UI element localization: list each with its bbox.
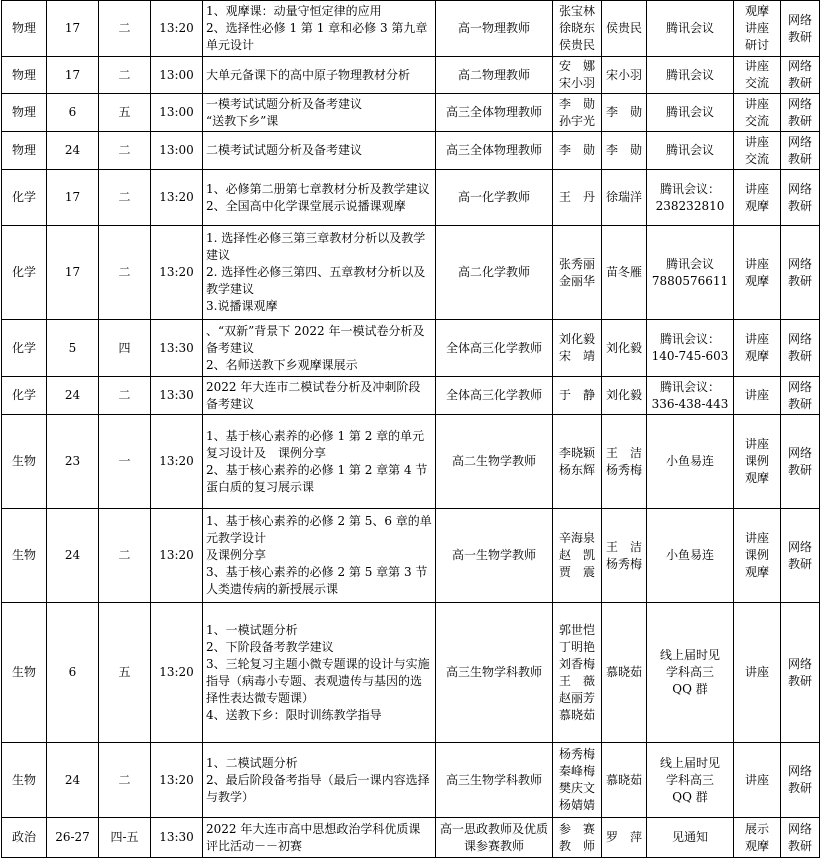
cell-host: 王 洁 杨秀梅 bbox=[602, 509, 647, 603]
cell-date: 17 bbox=[47, 170, 99, 226]
cell-date: 24 bbox=[47, 743, 99, 818]
cell-host: 罗 萍 bbox=[602, 818, 647, 858]
cell-weekday: 二 bbox=[99, 743, 151, 818]
cell-mode: 网络 教研 bbox=[781, 226, 820, 320]
cell-subject: 生物 bbox=[2, 603, 47, 743]
cell-host: 慕晓茹 bbox=[602, 743, 647, 818]
cell-mode: 网络 教研 bbox=[781, 743, 820, 818]
cell-lecturer: 杨秀梅 秦峰梅 樊庆文 杨婧婧 bbox=[553, 743, 602, 818]
cell-venue: 腾讯会议： 336-438-443 bbox=[647, 377, 734, 415]
cell-mode: 网络 教研 bbox=[781, 132, 820, 170]
cell-venue: 腾讯会议 bbox=[647, 132, 734, 170]
cell-content: 2022 年大连市高中思想政治学科优质课评比活动－－初赛 bbox=[203, 818, 436, 858]
cell-time: 13:00 bbox=[151, 94, 203, 132]
cell-subject: 化学 bbox=[2, 320, 47, 377]
cell-date: 6 bbox=[47, 94, 99, 132]
cell-time: 13:00 bbox=[151, 132, 203, 170]
cell-mode: 网络 教研 bbox=[781, 94, 820, 132]
cell-time: 13:30 bbox=[151, 377, 203, 415]
cell-weekday: 四-五 bbox=[99, 818, 151, 858]
cell-date: 24 bbox=[47, 509, 99, 603]
cell-mode: 网络 教研 bbox=[781, 57, 820, 94]
cell-audience: 高三生物学科教师 bbox=[436, 603, 553, 743]
cell-format: 讲座 交流 bbox=[734, 132, 781, 170]
cell-mode: 网络 教研 bbox=[781, 603, 820, 743]
cell-audience: 高三全体物理教师 bbox=[436, 132, 553, 170]
cell-content: 、“双新”背景下 2022 年一模试卷分析及备考建议 2、名师送教下乡观摩课展示 bbox=[203, 320, 436, 377]
cell-lecturer: 张秀丽 金丽华 bbox=[553, 226, 602, 320]
cell-content: 大单元备课下的高中原子物理教材分析 bbox=[203, 57, 436, 94]
cell-format: 讲座 课例 观摩 bbox=[734, 415, 781, 509]
cell-lecturer: 参 赛 教 师 bbox=[553, 818, 602, 858]
cell-format: 讲座 观摩 bbox=[734, 170, 781, 226]
table-row bbox=[2, 377, 820, 415]
cell-mode: 网络 教研 bbox=[781, 1, 820, 57]
cell-time: 13:20 bbox=[151, 743, 203, 818]
cell-weekday: 二 bbox=[99, 377, 151, 415]
table-row bbox=[2, 818, 820, 858]
cell-audience: 全体高三化学教师 bbox=[436, 377, 553, 415]
cell-mode: 网络 教研 bbox=[781, 320, 820, 377]
cell-lecturer: 李晓颖 杨东辉 bbox=[553, 415, 602, 509]
cell-format: 讲座 观摩 bbox=[734, 320, 781, 377]
cell-host: 苗冬雁 bbox=[602, 226, 647, 320]
cell-time: 13:20 bbox=[151, 603, 203, 743]
table-row bbox=[2, 94, 820, 132]
table-row bbox=[2, 57, 820, 94]
table-row bbox=[2, 170, 820, 226]
schedule-table bbox=[1, 0, 820, 858]
cell-time: 13:20 bbox=[151, 509, 203, 603]
cell-date: 17 bbox=[47, 1, 99, 57]
table-row bbox=[2, 509, 820, 603]
cell-venue: 小鱼易连 bbox=[647, 509, 734, 603]
cell-audience: 高二生物学教师 bbox=[436, 415, 553, 509]
cell-date: 6 bbox=[47, 603, 99, 743]
cell-host: 慕晓茹 bbox=[602, 603, 647, 743]
cell-lecturer: 李 勋 bbox=[553, 132, 602, 170]
cell-time: 13:30 bbox=[151, 818, 203, 858]
cell-host: 刘化毅 bbox=[602, 320, 647, 377]
cell-weekday: 二 bbox=[99, 226, 151, 320]
cell-lecturer: 李 勋 孙宇光 bbox=[553, 94, 602, 132]
cell-subject: 化学 bbox=[2, 170, 47, 226]
table-row bbox=[2, 320, 820, 377]
cell-host: 宋小羽 bbox=[602, 57, 647, 94]
cell-lecturer: 王 丹 bbox=[553, 170, 602, 226]
cell-venue: 见通知 bbox=[647, 818, 734, 858]
cell-venue: 腾讯会议： 238232810 bbox=[647, 170, 734, 226]
cell-content: 2022 年大连市二模试卷分析及冲刺阶段备考建议 bbox=[203, 377, 436, 415]
cell-venue: 小鱼易连 bbox=[647, 415, 734, 509]
cell-audience: 高三生物学科教师 bbox=[436, 743, 553, 818]
cell-format: 讲座 bbox=[734, 377, 781, 415]
cell-subject: 物理 bbox=[2, 94, 47, 132]
cell-subject: 生物 bbox=[2, 743, 47, 818]
cell-format: 讲座 观摩 bbox=[734, 226, 781, 320]
cell-weekday: 五 bbox=[99, 603, 151, 743]
cell-time: 13:20 bbox=[151, 170, 203, 226]
cell-audience: 高三全体物理教师 bbox=[436, 94, 553, 132]
cell-content: 二模考试试题分析及备考建议 bbox=[203, 132, 436, 170]
table-row bbox=[2, 603, 820, 743]
cell-format: 展示 观摩 bbox=[734, 818, 781, 858]
cell-subject: 生物 bbox=[2, 509, 47, 603]
cell-content: 一模考试试题分析及备考建议 “送教下乡”课 bbox=[203, 94, 436, 132]
cell-venue: 腾讯会议： 140-745-603 bbox=[647, 320, 734, 377]
cell-time: 13:20 bbox=[151, 1, 203, 57]
cell-venue: 腾讯会议 7880576611 bbox=[647, 226, 734, 320]
cell-venue: 腾讯会议 bbox=[647, 94, 734, 132]
cell-subject: 化学 bbox=[2, 226, 47, 320]
cell-date: 26-27 bbox=[47, 818, 99, 858]
cell-lecturer: 于 静 bbox=[553, 377, 602, 415]
cell-date: 24 bbox=[47, 132, 99, 170]
cell-lecturer: 张宝林 徐晓东 侯贵民 bbox=[553, 1, 602, 57]
cell-subject: 化学 bbox=[2, 377, 47, 415]
cell-weekday: 五 bbox=[99, 94, 151, 132]
cell-weekday: 二 bbox=[99, 132, 151, 170]
cell-subject: 物理 bbox=[2, 57, 47, 94]
cell-content: 1、观摩课：动量守恒定律的应用 2、选择性必修 1 第 1 章和必修 3 第九章单元设计 bbox=[203, 1, 436, 57]
cell-mode: 网络 教研 bbox=[781, 415, 820, 509]
cell-subject: 政治 bbox=[2, 818, 47, 858]
cell-audience: 高二物理教师 bbox=[436, 57, 553, 94]
cell-weekday: 二 bbox=[99, 57, 151, 94]
cell-content: 1、基于核心素养的必修 2 第 5、6 章的单元教学设计 及课例分享 3、基于核心素养的必修 2 第 5 章第 3 节人类遗传病的新授展示课 bbox=[203, 509, 436, 603]
cell-content: 1、基于核心素养的必修 1 第 2 章的单元复习设计及 课例分享 2、基于核心素养的必修 1 第 2 章第 4 节蛋白质的复习展示课 bbox=[203, 415, 436, 509]
cell-audience: 高一化学教师 bbox=[436, 170, 553, 226]
cell-venue: 线上届时见 学科高三 QQ 群 bbox=[647, 743, 734, 818]
cell-format: 讲座 课例 观摩 bbox=[734, 509, 781, 603]
cell-weekday: 二 bbox=[99, 509, 151, 603]
cell-format: 讲座 交流 bbox=[734, 57, 781, 94]
cell-format: 观摩 讲座 研讨 bbox=[734, 1, 781, 57]
cell-weekday: 四 bbox=[99, 320, 151, 377]
cell-host: 刘化毅 bbox=[602, 377, 647, 415]
cell-audience: 高一物理教师 bbox=[436, 1, 553, 57]
cell-date: 17 bbox=[47, 57, 99, 94]
cell-subject: 生物 bbox=[2, 415, 47, 509]
cell-lecturer: 刘化毅 宋 靖 bbox=[553, 320, 602, 377]
cell-host: 徐瑞洋 bbox=[602, 170, 647, 226]
cell-audience: 全体高三化学教师 bbox=[436, 320, 553, 377]
cell-venue: 线上届时见 学科高三 QQ 群 bbox=[647, 603, 734, 743]
cell-audience: 高一生物学教师 bbox=[436, 509, 553, 603]
cell-content: 1、必修第二册第七章教材分析及教学建议 2、全国高中化学课堂展示说播课观摩 bbox=[203, 170, 436, 226]
cell-weekday: 二 bbox=[99, 170, 151, 226]
cell-lecturer: 郭世恺 丁明艳 刘香梅 王 薇 赵丽芳 慕晓茹 bbox=[553, 603, 602, 743]
cell-host: 李 勋 bbox=[602, 94, 647, 132]
cell-audience: 高二化学教师 bbox=[436, 226, 553, 320]
cell-mode: 网络 教研 bbox=[781, 377, 820, 415]
cell-venue: 腾讯会议 bbox=[647, 57, 734, 94]
cell-subject: 物理 bbox=[2, 1, 47, 57]
cell-audience: 高一思政教师及优质课参赛教师 bbox=[436, 818, 553, 858]
cell-host: 侯贵民 bbox=[602, 1, 647, 57]
cell-weekday: 一 bbox=[99, 415, 151, 509]
cell-date: 23 bbox=[47, 415, 99, 509]
cell-host: 李 勋 bbox=[602, 132, 647, 170]
cell-subject: 物理 bbox=[2, 132, 47, 170]
cell-date: 24 bbox=[47, 377, 99, 415]
cell-date: 5 bbox=[47, 320, 99, 377]
cell-content: 1. 选择性必修三第三章教材分析以及教学建议 2. 选择性必修三第四、五章教材分析以及教学建议 3.说播课观摩 bbox=[203, 226, 436, 320]
cell-mode: 网络 教研 bbox=[781, 818, 820, 858]
cell-lecturer: 安 娜 宋小羽 bbox=[553, 57, 602, 94]
table-row bbox=[2, 1, 820, 57]
cell-time: 13:00 bbox=[151, 57, 203, 94]
cell-date: 17 bbox=[47, 226, 99, 320]
cell-content: 1、二模试题分析 2、最后阶段备考指导（最后一课内容选择与教学） bbox=[203, 743, 436, 818]
table-row bbox=[2, 226, 820, 320]
cell-venue: 腾讯会议 bbox=[647, 1, 734, 57]
cell-format: 讲座 bbox=[734, 743, 781, 818]
cell-lecturer: 辛海泉 赵 凯 贾 震 bbox=[553, 509, 602, 603]
cell-time: 13:20 bbox=[151, 226, 203, 320]
table-row bbox=[2, 743, 820, 818]
cell-time: 13:30 bbox=[151, 320, 203, 377]
cell-content: 1、一模试题分析 2、下阶段备考教学建议 3、三轮复习主题小微专题课的设计与实施指导（病毒小专题、表观遗传与基因的选择性表达微专题课） 4、送教下乡：限时训练教学指导 bbox=[203, 603, 436, 743]
cell-host: 王 洁 杨秀梅 bbox=[602, 415, 647, 509]
cell-format: 讲座 bbox=[734, 603, 781, 743]
cell-mode: 网络 教研 bbox=[781, 170, 820, 226]
table-row bbox=[2, 415, 820, 509]
table-row bbox=[2, 132, 820, 170]
cell-mode: 网络 教研 bbox=[781, 509, 820, 603]
cell-format: 讲座 交流 bbox=[734, 94, 781, 132]
cell-time: 13:20 bbox=[151, 415, 203, 509]
cell-weekday: 二 bbox=[99, 1, 151, 57]
